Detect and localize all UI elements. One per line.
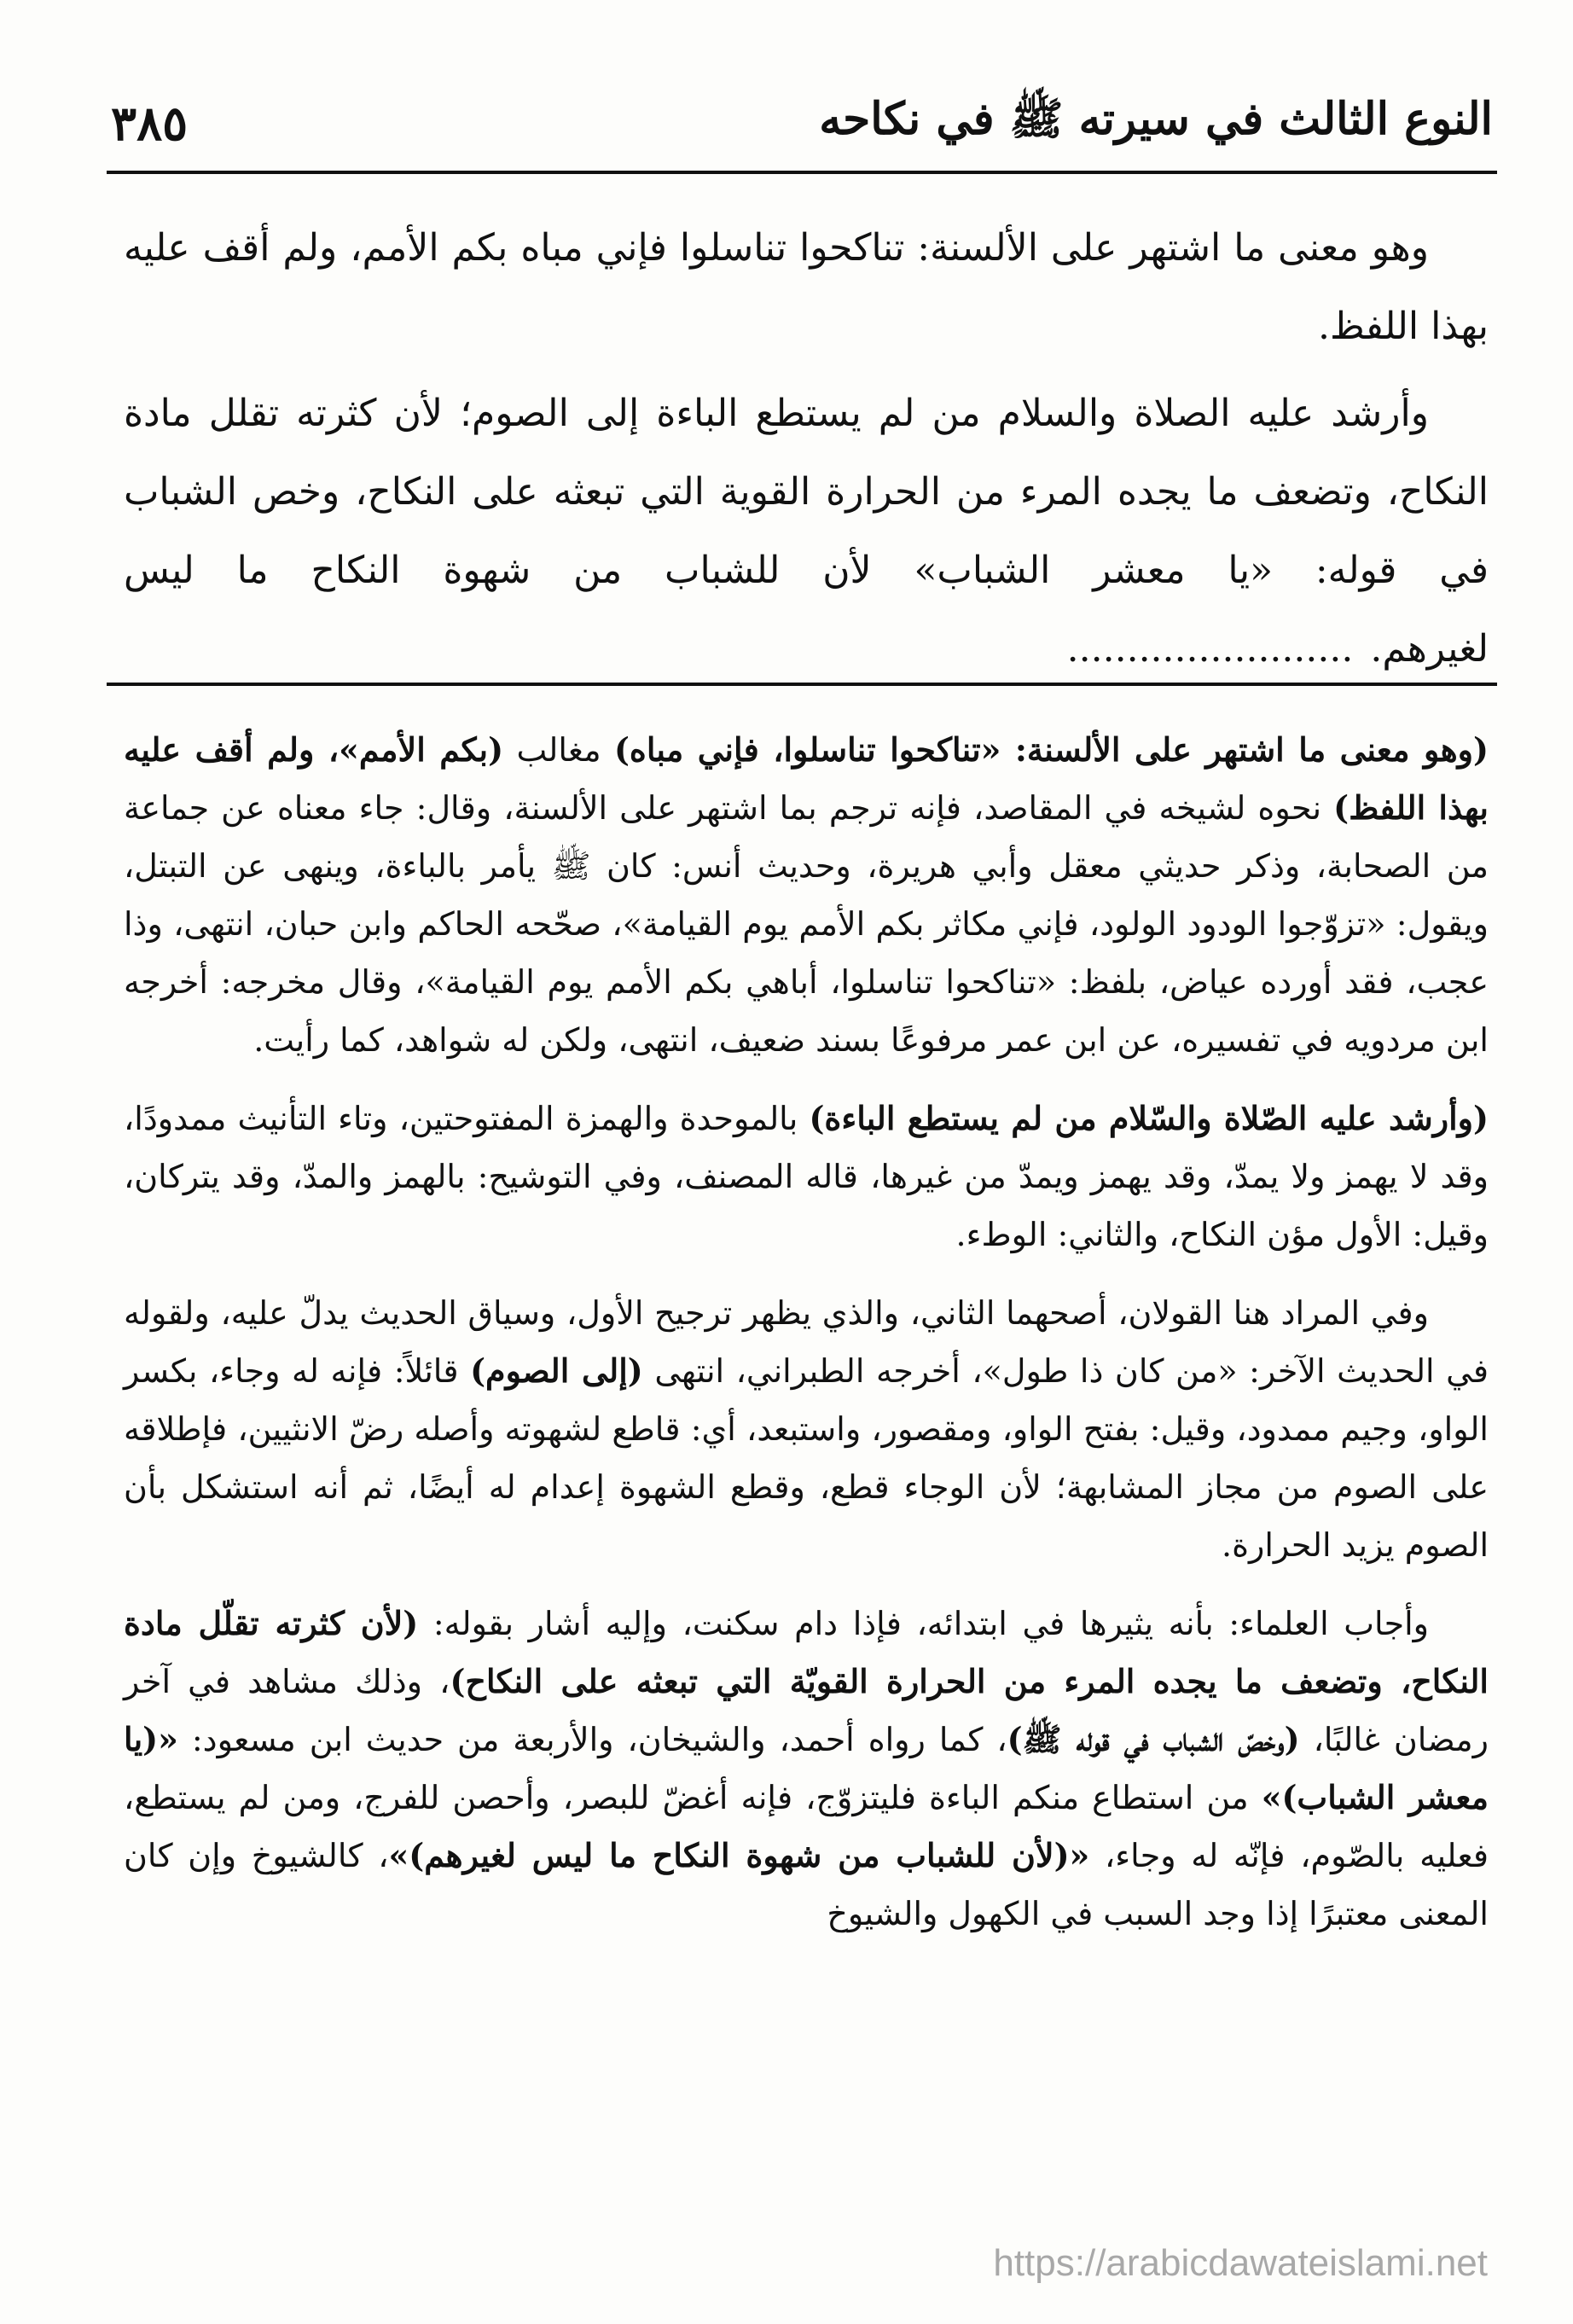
commentary-text: ، كما رواه أحمد، والشيخان، والأربعة من حديث ابن مسعود: [177, 1721, 1007, 1758]
quoted-text: (لأن كثرته تقلّل مادة النكاح، وتضعف ما يجده المرء من الحرارة القويّة التي تبعثه على النكاح) [124, 1604, 1489, 1700]
main-paragraph-1: وهو معنى ما اشتهر على الألسنة: تناكحوا تناسلوا فإني مباه بكم الأمم، ولم أقف عليه بهذا اللفظ. [124, 226, 1489, 348]
main-paragraph-2-text: وأرشد عليه الصلاة والسلام من لم يستطع الباءة إلى الصوم؛ لأن كثرته تقلل مادة النكاح، وتضعف ما يجده المرء من الحرارة القوية التي تبعثه على النكاح، وخص الشباب في قوله: «يا معشر الشباب» لأن للشباب من شهوة النكاح ما ليس لغيرهم. [124, 392, 1489, 671]
commentary-paragraph-4 [124, 1595, 1489, 1943]
quoted-text: (وهو معنى ما اشتهر على الألسنة: «تناكحوا تناسلوا، فإني مباه) [613, 730, 1489, 769]
commentary-text: قائلاً: فإنه له وجاء، بكسر الواو، وجيم ممدود، وقيل: بفتح الواو، ومقصور، واستبعد، أي: قاطع لشهوته وأصله رضّ الانثيين، فإطلاقه على الصوم من مجاز المشابهة؛ لأن الوجاء قطع، وقطع الشهوة إعدام له أيضًا، ثم أنه استشكل بأن الصوم يزيد الحرارة. [124, 1352, 1489, 1564]
commentary [124, 721, 1489, 1963]
quoted-text: (وخصّ الشباب في قوله ﷺ) [1007, 1720, 1300, 1758]
commentary-text: وأجاب العلماء: بأنه يثيرها في ابتدائه، فإذا دام سكنت، وإليه أشار بقوله: [418, 1605, 1429, 1642]
quoted-text: «(يا معشر الشباب)» [124, 1720, 1489, 1816]
main-text [124, 209, 1489, 697]
quoted-text: (وأرشد عليه الصّلاة والسّلام من لم يستطع الباءة) [809, 1099, 1489, 1137]
ellipsis-dots: ........................ [1066, 627, 1354, 671]
quoted-text: (بكم الأمم»، ولم أقف عليه بهذا اللفظ) [124, 730, 1489, 827]
running-title: النوع الثالث في سيرته ﷺ في نكاحه [819, 92, 1493, 145]
quoted-text: «(لأن للشباب من شهوة النكاح ما ليس لغيرهم)» [388, 1836, 1090, 1874]
commentary-text: ، كالشيوخ وإن كان المعنى معتبرًا إذا وجد السبب في الكهول والشيوخ [124, 1837, 1489, 1932]
page-header [111, 85, 1493, 162]
section-divider [107, 683, 1497, 686]
commentary-text: ، وذلك مشاهد في آخر رمضان غالبًا، [124, 1663, 1489, 1758]
commentary-paragraph-2 [124, 1089, 1489, 1264]
commentary-text: وفي المراد هنا القولان، أصحهما الثاني، والذي يظهر ترجيح الأول، وسياق الحديث يدلّ عليه، ولقوله في الحديث الآخر: «من كان ذا طول»، أخرجه الطبراني، انتهى [124, 1294, 1489, 1390]
commentary-text: مغالب [503, 731, 614, 769]
quoted-text: (إلى الصوم) [470, 1351, 643, 1390]
watermark-url: https://arabicdawateislami.net [993, 2242, 1488, 2284]
commentary-text: من استطاع منكم الباءة فليتزوّج، فإنه أغضّ للبصر، وأحصن للفرج، ومن لم يستطع، فعليه بالصّوم، فإنّه له وجاء، [124, 1779, 1489, 1874]
header-rule [107, 171, 1497, 174]
page-number: ٣٨٥ [111, 96, 189, 152]
commentary-text: نحوه لشيخه في المقاصد، فإنه ترجم بما اشتهر على الألسنة، وقال: جاء معناه عن جماعة من الصحابة، وذكر حديثي معقل وأبي هريرة، وحديث أنس: كان ﷺ يأمر بالباءة، وينهى عن التبتل، ويقول: «تزوّجوا الودود الولود، فإني مكاثر بكم الأمم يوم القيامة»، صحّحه الحاكم وابن حبان، انتهى، وذا عجب، فقد أورده عياض، بلفظ: «تناكحوا تناسلوا، أباهي بكم الأمم يوم القيامة»، وقال مخرجه: أخرجه ابن مردويه في تفسيره، عن ابن عمر مرفوعًا بسند ضعيف، انتهى، ولكن له شواهد، كما رأيت. [124, 789, 1489, 1059]
commentary-paragraph-3 [124, 1284, 1489, 1574]
commentary-paragraph-1 [124, 721, 1489, 1069]
commentary-text: بالموحدة والهمزة المفتوحتين، وتاء التأنيث ممدودًا، وقد لا يهمز ولا يمدّ، وقد يهمز ويمدّ من غيرها، قاله المصنف، وفي التوشيح: بالهمز والمدّ، وقد يتركان، وقيل: الأول مؤن النكاح، والثاني: الوطء. [124, 1100, 1489, 1253]
main-paragraph-2 [124, 375, 1489, 688]
